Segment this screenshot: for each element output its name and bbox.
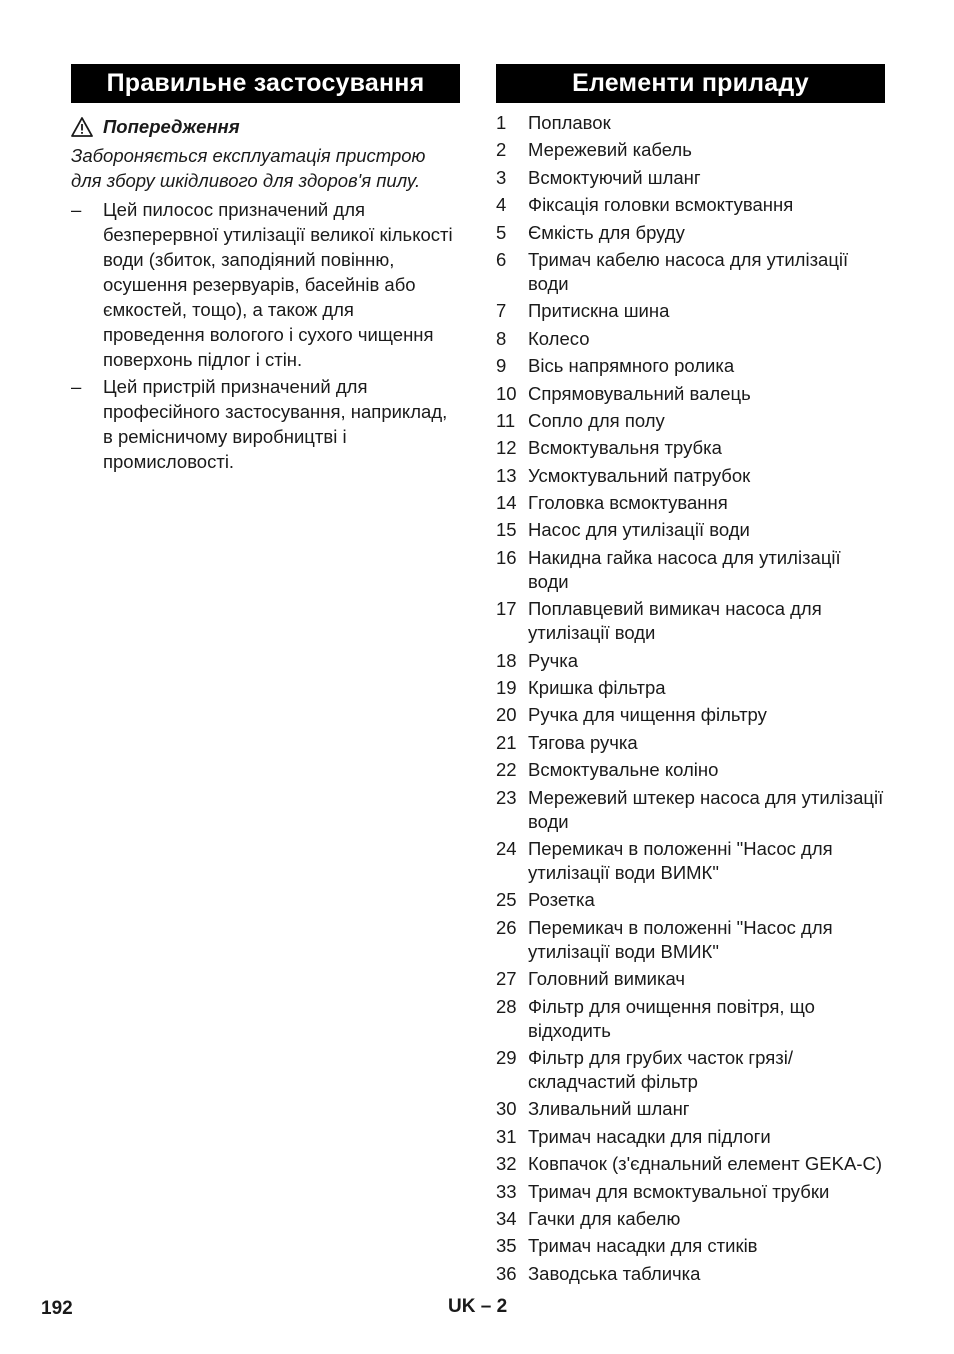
- list-item: [71, 374, 460, 474]
- part-number: 27: [496, 968, 517, 990]
- part-label: Ємкість для бруду: [528, 221, 685, 243]
- part-number: 33: [496, 1180, 517, 1202]
- language-page-label: UK – 2: [448, 1296, 508, 1317]
- part-number: 32: [496, 1153, 517, 1175]
- part-number: 6: [496, 248, 507, 270]
- list-item: [496, 409, 885, 433]
- list-item: [496, 731, 885, 755]
- list-item: [496, 193, 885, 217]
- bullet-marker: –: [71, 376, 82, 397]
- right-column: [496, 64, 885, 1289]
- list-item: [496, 327, 885, 351]
- part-number: 12: [496, 437, 517, 459]
- part-label: Тримач кабелю насоса для утилізації води: [528, 248, 849, 294]
- part-label: Кришка фільтра: [528, 677, 666, 699]
- part-number: 29: [496, 1046, 517, 1068]
- list-item: [496, 1046, 885, 1094]
- list-item: [496, 967, 885, 991]
- part-label: Всмоктуючий шланг: [528, 166, 701, 188]
- part-number: 7: [496, 300, 507, 322]
- list-item: [71, 197, 460, 372]
- list-item: [496, 676, 885, 700]
- list-item: [496, 786, 885, 834]
- part-number: 10: [496, 382, 517, 404]
- part-label: Тягова ручка: [528, 731, 638, 753]
- part-label: Мережевий кабель: [528, 139, 692, 161]
- part-label: Ручка для чищення фільтру: [528, 704, 767, 726]
- part-label: Фіксація головки всмоктування: [528, 194, 794, 216]
- part-label: Колесо: [528, 327, 590, 349]
- part-label: Фільтр для грубих часток грязі/ складчастий фільтр: [528, 1046, 793, 1092]
- list-item: [496, 995, 885, 1043]
- part-number: 3: [496, 166, 507, 188]
- part-label: Сопло для полу: [528, 409, 665, 431]
- part-label: Всмоктувальня трубка: [528, 437, 722, 459]
- warning-text: Забороняється експлуатація пристрою для збору шкідливого для здоров'я пилу.: [71, 145, 426, 191]
- part-number: 1: [496, 112, 507, 133]
- part-label: Фільтр для очищення повітря, що відходить: [528, 995, 815, 1041]
- part-number: 14: [496, 492, 517, 514]
- list-item: [496, 166, 885, 190]
- part-label: Тримач для всмоктувальної трубки: [528, 1180, 830, 1202]
- part-number: 4: [496, 194, 507, 216]
- part-number: 26: [496, 916, 517, 938]
- part-label: Заводська табличка: [528, 1262, 701, 1284]
- part-number: 31: [496, 1125, 517, 1147]
- list-item: [496, 1152, 885, 1176]
- list-item: [496, 546, 885, 594]
- bullet-text: Цей пилосос призначений для безперервної утилізації великої кількості води (збиток, заподіяний повінню, осушення резервуарів, басейнів або ємкостей, тощо), а також для проведення вологого і сухого чищення поверхонь підлог і стін.: [103, 199, 453, 370]
- part-number: 8: [496, 327, 507, 349]
- part-number: 2: [496, 139, 507, 161]
- part-number: 5: [496, 221, 507, 243]
- part-label: Розетка: [528, 889, 595, 911]
- list-item: [496, 436, 885, 460]
- part-number: 17: [496, 598, 517, 620]
- parts-list: [496, 111, 885, 1286]
- part-label: Тримач насадки для стиків: [528, 1235, 758, 1257]
- part-label: Перемикач в положенні "Насос для утилізації води ВМИК": [528, 916, 833, 962]
- list-item: [496, 464, 885, 488]
- part-number: 36: [496, 1262, 517, 1284]
- part-label: Всмоктувальне коліно: [528, 759, 719, 781]
- part-number: 22: [496, 759, 517, 781]
- part-number: 9: [496, 355, 507, 377]
- part-number: 23: [496, 786, 517, 808]
- list-item: [496, 382, 885, 406]
- part-label: Ковпачок (з'єднальний елемент GEKA-C): [528, 1153, 883, 1175]
- list-item: [496, 138, 885, 162]
- part-number: 21: [496, 731, 517, 753]
- part-label: Перемикач в положенні "Насос для утилізації води ВИМК": [528, 837, 833, 883]
- usage-bullet-list: [71, 197, 460, 474]
- part-number: 11: [496, 409, 516, 431]
- part-label: Ручка: [528, 649, 579, 671]
- part-label: Усмоктувальний патрубок: [528, 464, 751, 486]
- list-item: [496, 597, 885, 645]
- list-item: [496, 888, 885, 912]
- list-item: [496, 649, 885, 673]
- part-label: Гачки для кабелю: [528, 1207, 681, 1229]
- list-item: [496, 221, 885, 245]
- part-label: Гголовка всмоктування: [528, 492, 728, 514]
- warning-title-text: Попередження: [103, 116, 240, 137]
- list-item: [496, 248, 885, 296]
- list-item: [496, 837, 885, 885]
- part-label: Спрямовувальний валець: [528, 382, 751, 404]
- left-column: [71, 64, 460, 476]
- part-number: 13: [496, 464, 517, 486]
- list-item: [496, 354, 885, 378]
- part-number: 20: [496, 704, 517, 726]
- part-label: Поплавцевий вимикач насоса для утилізації води: [528, 598, 822, 644]
- part-number: 25: [496, 889, 517, 911]
- part-number: 28: [496, 995, 517, 1017]
- warning-heading: [71, 115, 460, 139]
- list-item: [496, 916, 885, 964]
- part-number: 16: [496, 546, 517, 568]
- section-title-device-elements: Елементи приладу: [496, 64, 885, 103]
- part-label: Поплавок: [528, 112, 611, 133]
- part-number: 35: [496, 1235, 517, 1257]
- part-number: 18: [496, 649, 517, 671]
- list-item: [496, 1180, 885, 1204]
- part-label: Насос для утилізації води: [528, 519, 750, 541]
- bullet-text: Цей пристрій призначений для професійного застосування, наприклад, в ремісничому виробництві і промисловості.: [103, 376, 448, 472]
- part-number: 30: [496, 1098, 517, 1120]
- warning-triangle-icon: [71, 117, 93, 137]
- list-item: [496, 1097, 885, 1121]
- part-number: 15: [496, 519, 517, 541]
- list-item: [496, 1125, 885, 1149]
- list-item: [496, 1234, 885, 1258]
- part-label: Зливальний шланг: [528, 1098, 690, 1120]
- page-number: 192: [41, 1298, 73, 1319]
- section-title-proper-use: Правильне застосування: [71, 64, 460, 103]
- list-item: [496, 703, 885, 727]
- list-item: [496, 111, 885, 135]
- part-number: 19: [496, 677, 517, 699]
- list-item: [496, 518, 885, 542]
- list-item: [496, 491, 885, 515]
- part-label: Мережевий штекер насоса для утилізації води: [528, 786, 884, 832]
- part-label: Притискна шина: [528, 300, 670, 322]
- part-label: Тримач насадки для підлоги: [528, 1125, 771, 1147]
- list-item: [496, 758, 885, 782]
- list-item: [496, 1262, 885, 1286]
- part-number: 34: [496, 1207, 517, 1229]
- part-label: Головний вимикач: [528, 968, 686, 990]
- part-number: 24: [496, 837, 517, 859]
- bullet-marker: –: [71, 199, 82, 220]
- list-item: [496, 1207, 885, 1231]
- list-item: [496, 299, 885, 323]
- part-label: Вісь напрямного ролика: [528, 355, 735, 377]
- part-label: Накидна гайка насоса для утилізації води: [528, 546, 841, 592]
